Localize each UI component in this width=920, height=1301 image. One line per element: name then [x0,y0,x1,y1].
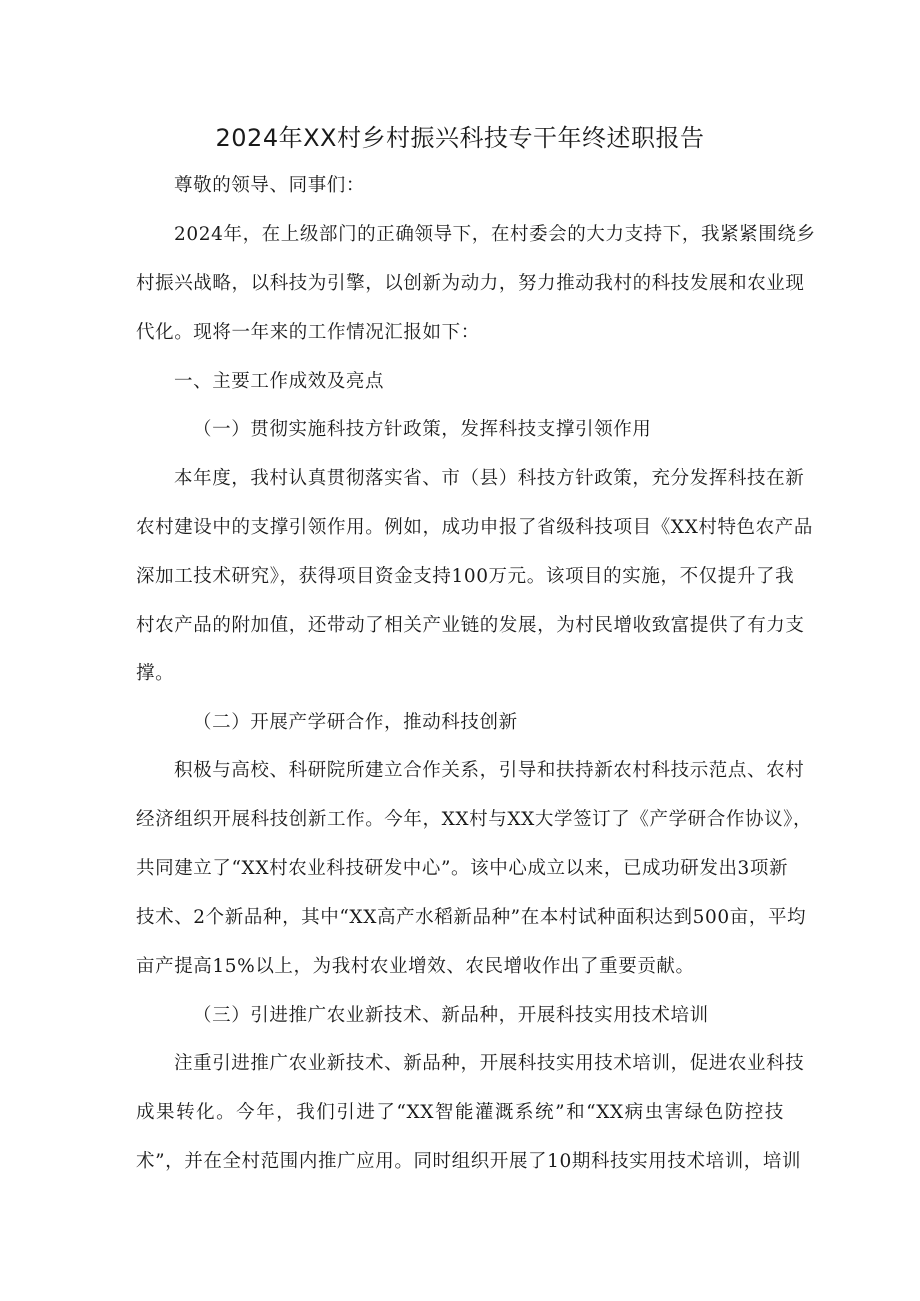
intro-line-2: 村振兴战略，以科技为引擎，以创新为动力，努力推动我村的科技发展和农业现 [136,273,805,294]
sub1-line-4: 村农产品的附加值，还带动了相关产业链的发展，为村民增收致富提供了有力支 [136,615,805,636]
sub1-heading: （一）贯彻实施科技方针政策，发挥科技支撑引领作用 [193,419,652,440]
sub3-line-2: 成果转化。今年，我们引进了“XX智能灌溉系统”和“XX病虫害绿色防控技 [136,1102,784,1123]
sub3-line-1: 注重引进推广农业新技术、新品种，开展科技实用技术培训，促进农业科技 [174,1053,805,1074]
sub2-line-5: 亩产提高15%以上，为我村农业增效、农民增收作出了重要贡献。 [136,956,695,977]
sub2-line-2: 经济组织开展科技创新工作。今年，XX村与XX大学签订了《产学研合作协议》， [136,809,813,830]
sub2-line-1: 积极与高校、科研院所建立合作关系，引导和扶持新农村科技示范点、农村 [174,760,805,781]
sub1-line-3: 深加工技术研究》，获得项目资金支持100万元。该项目的实施，不仅提升了我 [136,566,795,587]
sub2-line-3: 共同建立了“XX村农业科技研发中心”。该中心成立以来，已成功研发出3项新 [136,858,789,879]
sub1-line-2: 农村建设中的支撑引领作用。例如，成功申报了省级科技项目《XX村特色农产品 [136,517,813,538]
document-title: 2024年XX村乡村振兴科技专干年终述职报告 [215,124,705,152]
sub1-line-5: 撑。 [136,663,175,684]
sub2-line-4: 技术、2个新品种，其中“XX高产水稻新品种”在本村试种面积达到500亩，平均 [136,907,807,928]
sub2-heading: （二）开展产学研合作，推动科技创新 [193,712,518,733]
section1-heading: 一、主要工作成效及亮点 [174,371,385,392]
greeting: 尊敬的领导、同事们： [174,175,366,196]
intro-line-1: 2024年，在上级部门的正确领导下，在村委会的大力支持下，我紧紧围绕乡 [174,224,816,245]
sub3-line-3: 术”，并在全村范围内推广应用。同时组织开展了10期科技实用技术培训，培训 [136,1151,802,1172]
sub3-heading: （三）引进推广农业新技术、新品种，开展科技实用技术培训 [193,1005,709,1026]
sub1-line-1: 本年度，我村认真贯彻落实省、市（县）科技方针政策，充分发挥科技在新 [174,468,805,489]
intro-line-3: 代化。现将一年来的工作情况汇报如下： [136,322,480,343]
